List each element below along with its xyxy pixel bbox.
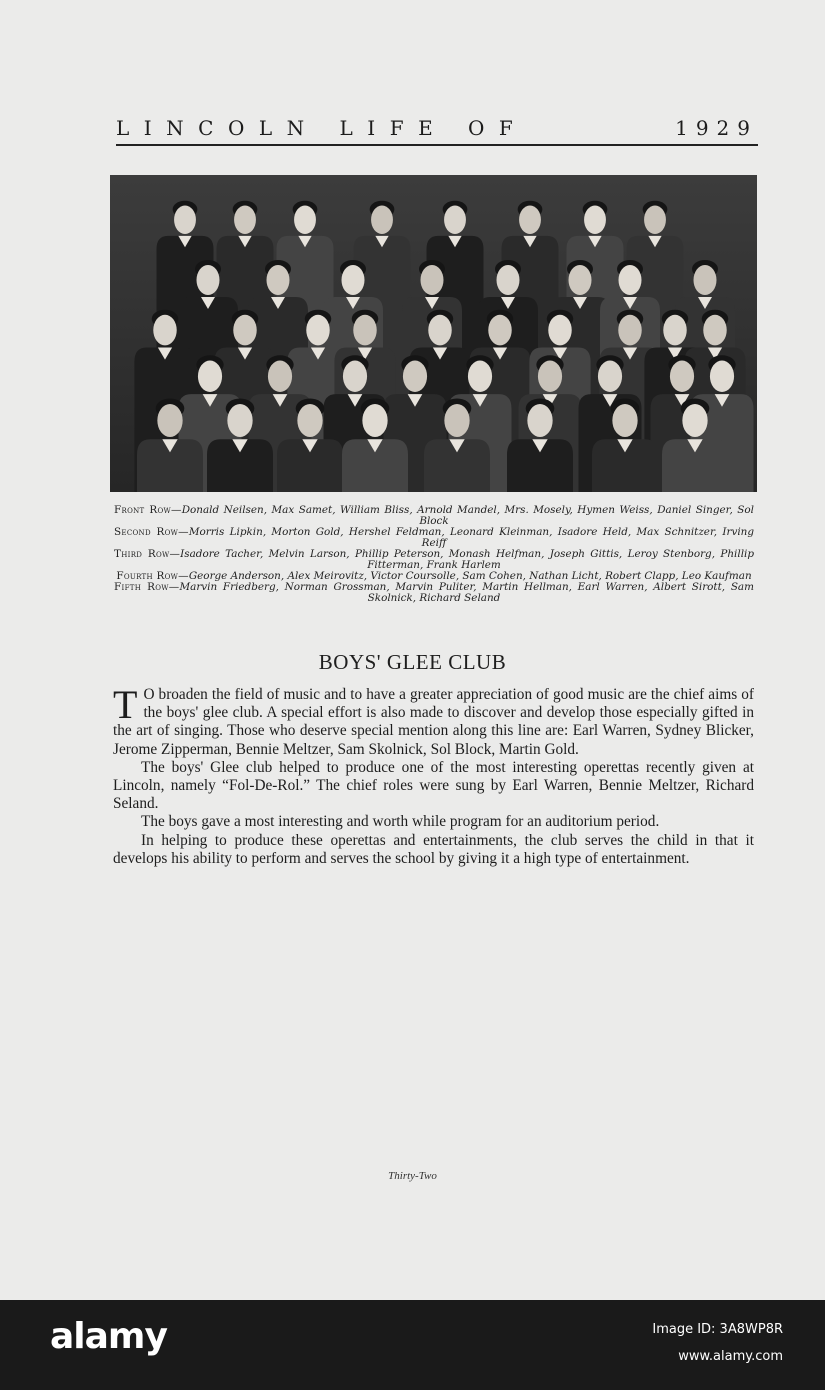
stock-logo: alamy [50, 1316, 167, 1357]
paragraph-1: T O broaden the field of music and to have a greater appreciation of good music are the chief aims of the boys' glee club. A special effort is also made to discover and develop those especially gifted in the art of singing. Those who deserve special mention along this line are: Earl Warren, Sydney Blicker, Jerome Zipperman, Bennie Meltzer, Sam Skolnick, Sol Block, Martin Gold. [113, 682, 754, 758]
person-face [362, 404, 387, 437]
group-photo [110, 175, 757, 492]
person-face [353, 315, 376, 346]
person-face [198, 361, 222, 393]
person-face [497, 265, 520, 295]
caption-third-row: Third Row—Isadore Tacher, Melvin Larson, Phillip Peterson, Monash Helfman, Joseph Gittis, Leroy Stenborg, Phillip Fitterman, Frank Harlem [114, 548, 754, 571]
person-face [703, 315, 726, 346]
person-face [444, 206, 466, 235]
person-face [612, 404, 637, 437]
person-face [444, 404, 469, 437]
person-face [670, 361, 694, 393]
stock-image-id: Image ID: 3A8WP8R [652, 1322, 783, 1337]
paragraph-3: The boys gave a most interesting and worth while program for an auditorium period. [141, 813, 660, 831]
article-heading: BOYS' GLEE CLUB [318, 650, 507, 674]
person-face [268, 361, 292, 393]
person-face [468, 361, 492, 393]
paragraph-4: In helping to produce these operettas and entertainments, the club serves the child in that it develops his ability to perform and serves the school by giving it a high type of entertainment. [113, 831, 754, 867]
person-face [197, 265, 220, 295]
person-face [710, 361, 734, 393]
person-face [694, 265, 717, 295]
person-face [297, 404, 322, 437]
person-face [306, 315, 329, 346]
paragraph-2: The boys' Glee club helped to produce one of the most interesting operettas recently given at Lincoln, namely “Fol-De-Rol.” The chief roles were sung by Earl Warren, Bennie Meltzer, Richard Seland. [113, 758, 754, 813]
person-face [488, 315, 511, 346]
person-face [294, 206, 316, 235]
person-face [619, 265, 642, 295]
person-face [233, 315, 256, 346]
person-face [548, 315, 571, 346]
running-head-year: 1929 [675, 116, 758, 140]
caption-fourth-row: Fourth Row—George Anderson, Alex Meirovitz, Victor Coursolle, Sam Cohen, Nathan Licht, Robert Clapp, Leo Kaufman [116, 570, 752, 582]
person-face [343, 361, 367, 393]
person-face [157, 404, 182, 437]
person-face [428, 315, 451, 346]
person-face [234, 206, 256, 235]
person-face [421, 265, 444, 295]
person-face [519, 206, 541, 235]
person-face [618, 315, 641, 346]
person-face [527, 404, 552, 437]
person-face [174, 206, 196, 235]
caption-second-row: Second Row—Morris Lipkin, Morton Gold, Hershel Feldman, Leonard Kleinman, Isadore Held, Max Schnitzer, Irving Reiff [114, 526, 754, 549]
page-number: Thirty-Two [388, 1170, 437, 1182]
person-face [569, 265, 592, 295]
person-face [267, 265, 290, 295]
person-face [227, 404, 252, 437]
photo-captions [114, 505, 754, 604]
person-face [682, 404, 707, 437]
caption-front-row: Front Row—Donald Neilsen, Max Samet, William Bliss, Arnold Mandel, Mrs. Mosely, Hymen Weiss, Daniel Singer, Sol Block [114, 504, 755, 527]
stock-url: www.alamy.com [678, 1349, 783, 1364]
person-face [644, 206, 666, 235]
person-face [663, 315, 686, 346]
running-head-title: LINCOLN LIFE OF [116, 116, 528, 140]
person-face [584, 206, 606, 235]
person-face [153, 315, 176, 346]
person-face [598, 361, 622, 393]
article-body [113, 682, 754, 868]
person-face [403, 361, 427, 393]
running-head [116, 114, 758, 146]
person-face [371, 206, 393, 235]
person-face [538, 361, 562, 393]
person-face [342, 265, 365, 295]
drop-cap: T [113, 682, 138, 727]
caption-fifth-row: Fifth Row—Marvin Friedberg, Norman Grossman, Marvin Puliter, Martin Hellman, Earl Warren, Albert Sirott, Sam Skolnick, Richard Seland [114, 581, 754, 604]
